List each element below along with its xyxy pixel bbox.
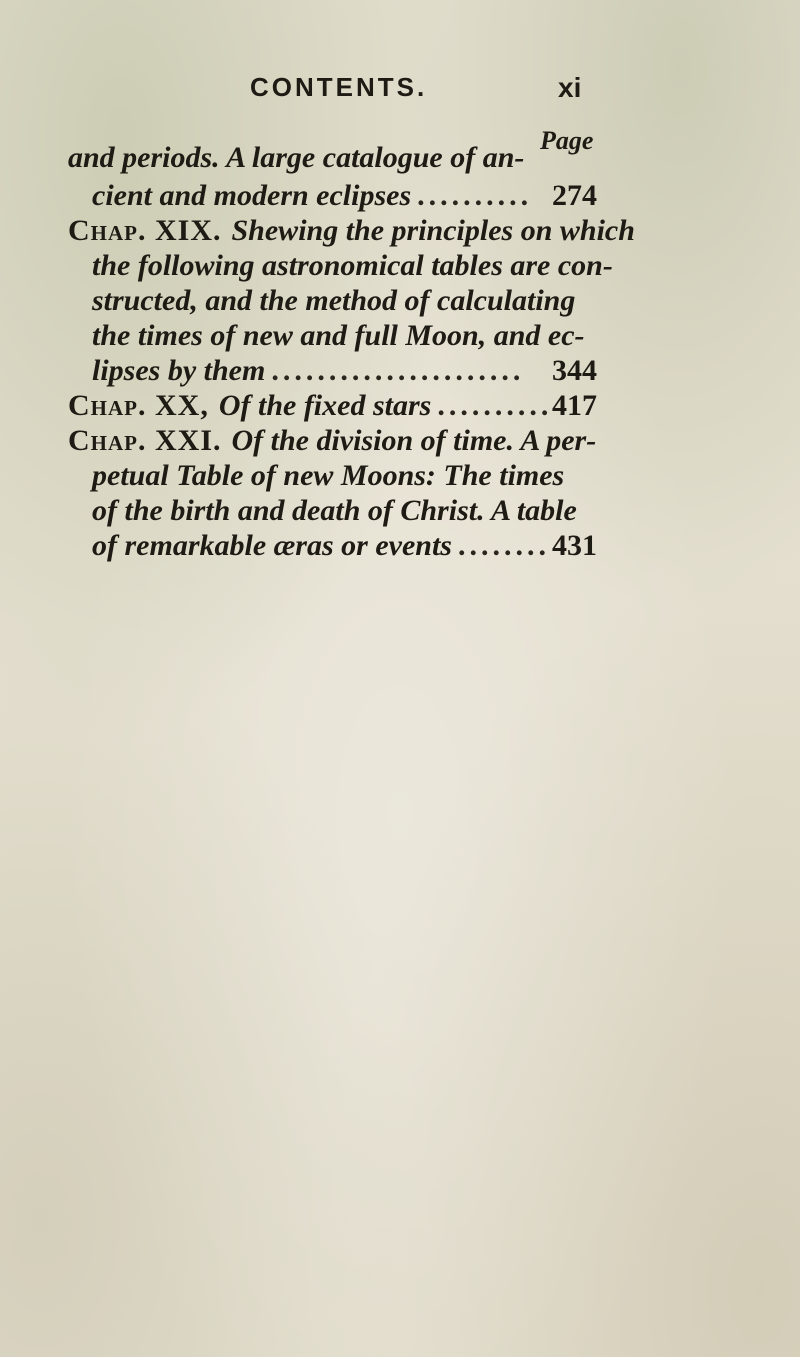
- toc-line: petual Table of new Moons: The times: [92, 459, 565, 492]
- running-title: CONTENTS.: [250, 72, 428, 102]
- chapter-label: Chap. XXI.: [68, 424, 222, 457]
- dot-leader: ..........: [417, 179, 533, 212]
- toc-entry: [92, 528, 597, 564]
- toc-entry-text: Of the division of time. A per-: [231, 424, 597, 457]
- toc-line: the following astronomical tables are con-: [92, 249, 613, 282]
- page-number: 274: [552, 179, 597, 212]
- page-number: 431: [552, 529, 597, 562]
- page-number: 344: [552, 354, 597, 387]
- page-column-label: Page: [540, 126, 594, 155]
- dot-leader: ......................: [271, 354, 525, 387]
- toc-line: of the birth and death of Christ. A table: [92, 494, 577, 527]
- toc-entry-text: of remarkable æras or events: [92, 529, 452, 562]
- toc-entry-text: Of the fixed stars: [218, 389, 432, 422]
- toc-entry-text: Shewing the principles on which: [231, 214, 635, 247]
- toc-entry-heading: [68, 423, 596, 459]
- toc-line: and periods. A large catalogue of an-: [68, 141, 525, 174]
- dot-leader: ..........: [437, 389, 552, 422]
- chapter-label: Chap. XX,: [68, 389, 209, 422]
- page-folio: xi: [558, 72, 582, 103]
- running-head: [0, 72, 800, 112]
- toc-line: the times of new and full Moon, and ec-: [92, 319, 585, 352]
- toc-entry-text: cient and modern eclipses: [92, 179, 412, 212]
- toc-entry: [68, 388, 597, 424]
- toc-entry-text: lipses by them: [92, 354, 266, 387]
- page-number: 417: [552, 389, 597, 422]
- toc-entry-heading: [68, 213, 635, 249]
- dot-leader: ........: [457, 529, 550, 562]
- chapter-label: Chap. XIX.: [68, 214, 222, 247]
- toc-entry: [92, 178, 597, 214]
- toc-entry: [92, 353, 597, 389]
- toc-line: structed, and the method of calculating: [92, 284, 576, 317]
